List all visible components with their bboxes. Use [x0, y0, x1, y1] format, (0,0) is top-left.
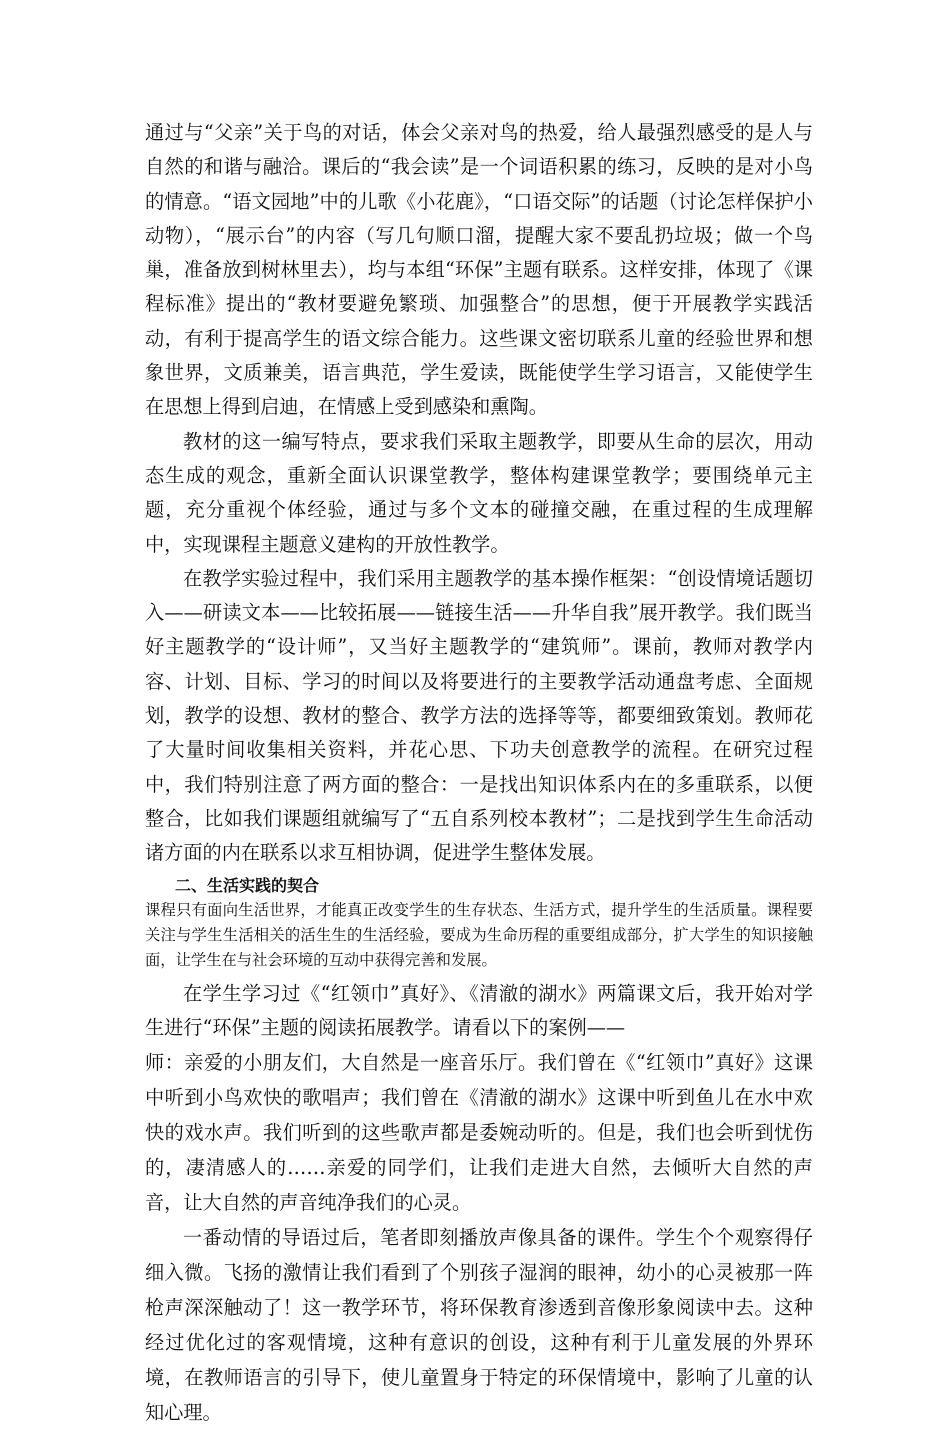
- teacher-dialogue: 师：亲爱的小朋友们，大自然是一座音乐厅。我们曾在《“红领巾”真好》这课中听到小鸟欢快的歌唱声；我们曾在《清澈的湖水》这课中听到鱼儿在水中欢快的戏水声。我们听到的这些歌声都是委婉动听的。但是，我们也会听到忧伤的，凄清感人的……亲爱的同学们，让我们走进大自然，去倾听大自然的声音，让大自然的声音纯净我们的心灵。: [145, 1051, 813, 1215]
- paragraph: 在学生学习过《“红领巾”真好》、《清澈的湖水》两篇课文后，我开始对学生进行“环保”主题的阅读拓展教学。请看以下的案例——: [145, 981, 813, 1039]
- paragraph: 课程只有面向生活世界，才能真正改变学生的生存状态、生活方式，提升学生的生活质量。课程要关注与学生生活相关的活生生的生活经验，要成为生命历程的重要组成部分，扩大学生的知识接触面，让学生在与社会环境的互动中获得完善和发展。: [145, 900, 813, 969]
- paragraph: 一番动情的导语过后，笔者即刻播放声像具备的课件。学生个个观察得仔细入微。飞扬的激情让我们看到了个别孩子湿润的眼神，幼小的心灵被那一阵枪声深深触动了！这一教学环节，将环保教育渗透到音像形象阅读中去。这种经过优化过的客观情境，这种有意识的创设，这种有利于儿童发展的外界环境，在教师语言的引导下，使儿童置身于特定的环保情境中，影响了儿童的认知心理。: [145, 1226, 813, 1425]
- paragraph: 在教学实验过程中，我们采用主题教学的基本操作框架：“创设情境话题切入——研读文本——比较拓展——链接生活——升华自我”展开教学。我们既当好主题教学的“设计师”，又当好主题教学的“建筑师”。课前，教师对教学内容、计划、目标、学习的时间以及将要进行的主要教学活动通盘考虑、全面规划，教学的设想、教材的整合、教学方法的选择等等，都要细致策划。教师花了大量时间收集相关资料，并花心思、下功夫创意教学的流程。在研究过程中，我们特别注意了两方面的整合：一是找出知识体系内在的多重联系，以便整合，比如我们课题组就编写了“五自系列校本教材”；二是找到学生生命活动诸方面的内在联系以求互相协调，促进学生整体发展。: [145, 566, 813, 865]
- paragraph: 教材的这一编写特点，要求我们采取主题教学，即要从生命的层次，用动态生成的观念，重新全面认识课堂教学，整体构建课堂教学；要围绕单元主题，充分重视个体经验，通过与多个文本的碰撞交融，在重过程的生成理解中，实现课程主题意义建构的开放性教学。: [145, 429, 813, 556]
- section-heading: 二、生活实践的契合: [175, 875, 320, 895]
- document-body: [145, 116, 813, 1430]
- paragraph: 通过与“父亲”关于鸟的对话，体会父亲对鸟的热爱，给人最强烈感受的是人与自然的和谐与融洽。课后的“我会读”是一个词语积累的练习，反映的是对小鸟的情意。“语文园地”中的儿歌《小花鹿》，“口语交际”的话题（讨论怎样保护小动物），“展示台”的内容（写几句顺口溜，提醒大家不要乱扔垃圾；做一个鸟巢，准备放到树林里去），均与本组“环保”主题有联系。这样安排，体现了《课程标准》提出的“教材要避免繁琐、加强整合”的思想，便于开展教学实践活动，有利于提高学生的语文综合能力。这些课文密切联系儿童的经验世界和想象世界，文质兼美，语言典范，学生爱读，既能使学生学习语言，又能使学生在思想上得到启迪，在情感上受到感染和熏陶。: [145, 121, 813, 419]
